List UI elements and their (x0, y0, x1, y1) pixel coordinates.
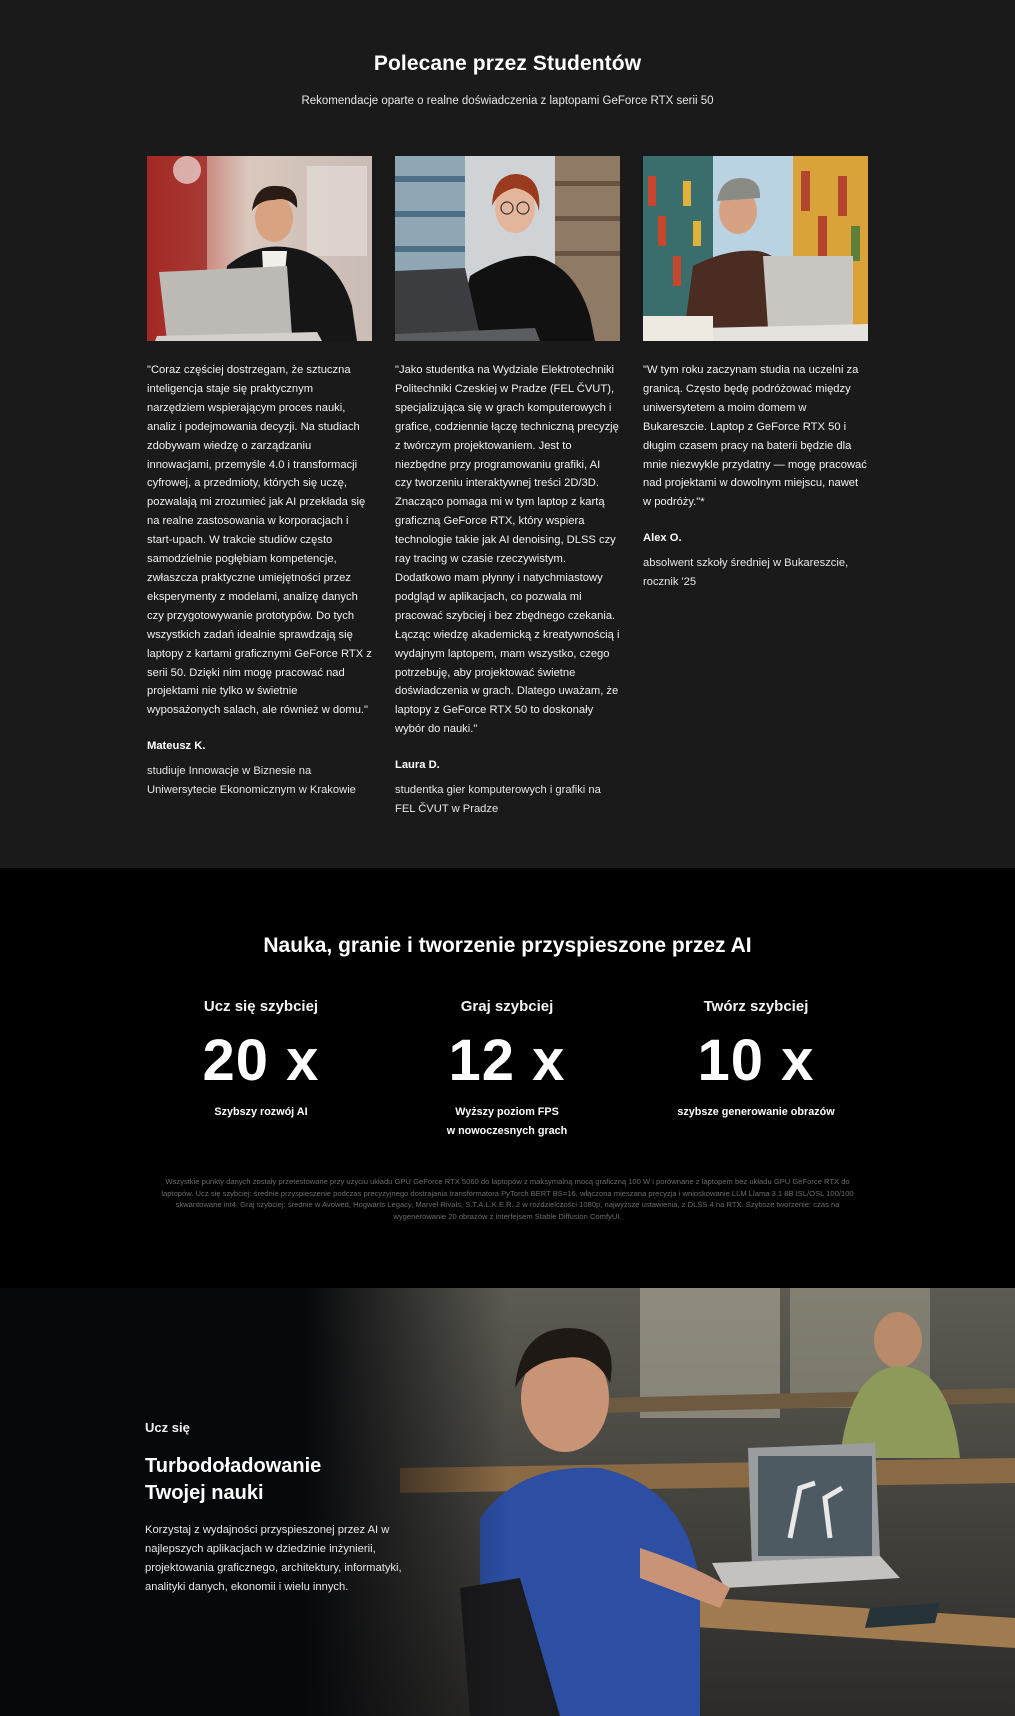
stat-play-heading: Graj szybciej (460, 998, 554, 1015)
testimonial-quote-3: "W tym roku zaczynam studia na uczelni za granicą. Często będę podróżować między uniwersytetem a moim domem w Bukareszcie. Laptop z GeForce RTX 50 i długim czasem pracy na baterii będzie dla mnie niezwykle przydatny — mogę pracować nad projektami w dowolnym miejscu, nawet w podróży."* (643, 364, 867, 509)
stat-learn (141, 998, 381, 1122)
testimonial-card-1 (147, 156, 372, 800)
stat-create-heading: Twórz szybciej (703, 998, 809, 1015)
student-photo-3 (643, 156, 868, 341)
stat-play-desc-line1: Wyższy poziom FPS (455, 1106, 559, 1118)
stat-learn-heading: Ucz się szybciej (203, 998, 319, 1015)
student-photo-2-image (395, 156, 620, 341)
hero-kicker: Ucz się (145, 1420, 190, 1435)
stat-learn-value: 20 x (202, 1028, 320, 1093)
stat-learn-desc (141, 1103, 381, 1122)
testimonial-name-2: Laura D. (395, 759, 440, 772)
testimonial-role-2: studentka gier komputerowych i grafiki na FEL ČVUT w Pradze (395, 784, 601, 816)
student-photo-2 (395, 156, 620, 341)
student-photo-1-image (147, 156, 372, 341)
testimonials-title: Polecane przez Studentów (373, 52, 642, 75)
testimonial-role-3: absolwent szkoły średniej w Bukareszcie, rocznik '25 (643, 557, 849, 589)
hero-section (0, 1288, 1015, 1716)
student-photo-1 (147, 156, 372, 341)
stat-learn-desc-line1: Szybszy rozwój AI (214, 1106, 308, 1118)
hero-title-line1: Turbodoładowanie (145, 1455, 322, 1477)
testimonial-name-3: Alex O. (643, 532, 682, 545)
stat-play-desc-line2: w nowoczesnych grach (446, 1124, 568, 1137)
testimonial-role-1: studiuje Innowacje w Biznesie na Uniwersytecie Ekonomicznym w Krakowie (147, 765, 356, 797)
hero-body: Korzystaj z wydajności przyspieszonej przez AI w najlepszych aplikacjach w dziedzinie inżynierii, projektowania graficznego, architektury, informatyki, analityki danych, ekonomii i wielu innych. (145, 1524, 402, 1593)
testimonial-quote-1: "Coraz częściej dostrzegam, że sztuczna inteligencja staje się praktycznym narzędziem wspierającym proces nauki, analiz i podejmowania decyzji. Na studiach zdobywam wiedzę o zarządzaniu innowacjami, przemyśle 4.0 i transformacji cyfrowej, a przedmioty, których się uczę, pozwalają mi zrozumieć jak AI przekłada się na realne zastosowania w korporacjach i start-upach. W trakcie studiów często samodzielnie pogłębiam kompetencje, zwłaszcza praktyczne umiejętności przez eksperymenty z modelami, analizę danych czy przygotowywanie prototypów. Do tych wszystkich zadań idealnie sprawdzają się laptopy z kartami graficznymi GeForce RTX z serii 50. Dzięki nim mogę pracować nad projektami nie tylko w świetnie wyposażonych salach, ale również w domu." (147, 364, 372, 717)
stats-disclaimer: Wszystkie punkty danych zostały przetestowane przy użyciu układu GPU GeForce RTX 5060 do laptopów z maksymalną mocą graficzną 100 W i porównane z laptopem bez układu GPU GeForce RTX do laptopów. Ucz się szybciej: średnie przyspieszenie podczas precyzyjnego dostrajania transformatora PyTorch BERT BS=16, włączona mieszana precyzja i wnioskowanie LLM Llama 3.1 8B ISL/OSL 100/100 skwantowane int4. Graj szybciej: średnie w Avowed, Hogwarts Legacy, Marvel Rivals, S.T.A.L.K.E.R. 2 w rozdzielczości 1080p, najwyższe ustawienia, z DLSS 4 na RTX. Szybsze tworzenie: czas na wygenerowanie 20 obrazów z interfejsem Stable Diffusion ComfyUI. (161, 1177, 854, 1221)
hero-text-block (145, 1420, 445, 1597)
stat-play (387, 998, 627, 1140)
stats-section (0, 868, 1015, 1288)
testimonial-name-1: Mateusz K. (147, 740, 206, 753)
stat-create-value: 10 x (697, 1028, 815, 1093)
stat-create-desc-line1: szybsze generowanie obrazów (677, 1106, 835, 1118)
testimonials-subtitle: Rekomendacje oparte o realne doświadczenia z laptopami GeForce RTX serii 50 (301, 95, 714, 107)
stats-title: Nauka, granie i tworzenie przyspieszone przez AI (263, 934, 752, 957)
stat-create-desc (636, 1103, 876, 1122)
student-photo-3-image (643, 156, 868, 341)
stat-create (636, 998, 876, 1122)
testimonial-card-2 (395, 156, 620, 819)
hero-title-line2: Twojej nauki (145, 1482, 264, 1504)
stat-play-value: 12 x (448, 1028, 566, 1093)
testimonial-card-3 (643, 156, 868, 592)
stat-play-desc (387, 1103, 627, 1140)
testimonial-quote-2: "Jako studentka na Wydziale Elektrotechniki Politechniki Czeskiej w Pradze (FEL ČVUT), specjalizująca się w grach komputerowych i grafice, codziennie łączę techniczną precyzję z twórczym projektowaniem. Jest to niezbędne przy programowaniu grafiki, AI czy tworzeniu interaktywnej treści 2D/3D. Znacząco pomaga mi w tym laptop z kartą graficzną GeForce RTX, który wspiera technologie takie jak AI denoising, DLSS czy ray tracing w czasie rzeczywistym. Dodatkowo mam płynny i natychmiastowy podgląd w aplikacjach, co pozwala mi pracować szybciej i bez zbędnego czekania. Łącząc wiedzę akademicką z kreatywnością i wydajnym laptopem, mam wszystko, czego potrzebuję, aby projektować świetne doświadczenia w grach. Dlatego uważam, że laptopy z GeForce RTX 50 to doskonały wybór do nauki." (395, 364, 620, 736)
hero-title (145, 1453, 445, 1507)
